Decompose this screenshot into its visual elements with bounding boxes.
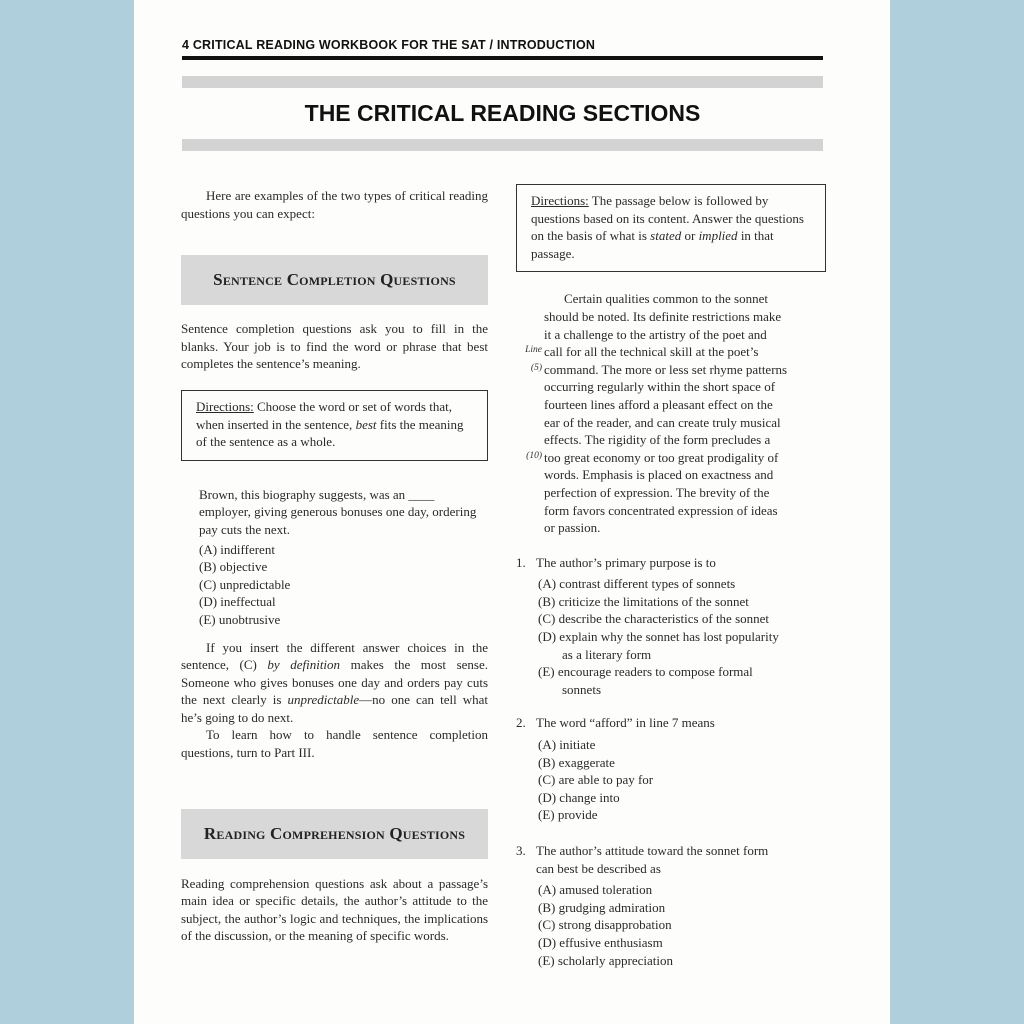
choice-b: (B) exaggerate bbox=[538, 754, 615, 770]
directions-text: Choose the word or set of words that, when inserted in the sentence, bbox=[196, 398, 452, 432]
line-number-10: (10) bbox=[526, 451, 542, 462]
title-band-bottom bbox=[182, 139, 823, 151]
choice-e: (E) encourage readers to compose formal bbox=[538, 664, 753, 680]
passage-line: ear of the reader, and can create truly musical bbox=[544, 414, 781, 430]
question-stem-continued: can best be described as bbox=[536, 860, 661, 876]
question-stem: The word “afford” in line 7 means bbox=[536, 715, 715, 731]
choice-c: (C) describe the characteristics of the sonnet bbox=[538, 611, 770, 627]
explanation-text: If you insert the different answer choices in the sentence, (C) bbox=[181, 639, 488, 673]
page-title: THE CRITICAL READING SECTIONS bbox=[304, 100, 701, 126]
sample-sentence-question: Brown, this biography suggests, was an ____ employer, giving generous bonuses one day, ordering pay cuts the next. bbox=[199, 486, 477, 537]
question-stem: The author’s primary purpose is to bbox=[536, 554, 716, 570]
choice-c: (C) unpredictable bbox=[199, 576, 291, 592]
reading-question-1 bbox=[516, 554, 826, 699]
passage-line: too great economy or too great prodigality of bbox=[544, 449, 779, 465]
passage-line: call for all the technical skill at the poet’s bbox=[544, 344, 759, 360]
question-number: 1. bbox=[516, 554, 526, 570]
question-1-choices bbox=[538, 575, 826, 698]
passage-line: form favors concentrated expression of ideas bbox=[544, 502, 778, 518]
directions-emphasis: stated bbox=[650, 228, 682, 244]
choice-e: (E) provide bbox=[538, 807, 598, 823]
header-rule bbox=[182, 56, 823, 60]
directions-text: The passage below is followed by questions based on its content. Answer the questions on the basis of what is bbox=[531, 193, 804, 244]
intro-paragraph: Here are examples of the two types of critical reading questions you can expect: bbox=[181, 188, 488, 221]
directions-text: or bbox=[681, 228, 699, 244]
directions-label: Directions: bbox=[196, 398, 254, 414]
choice-b: (B) grudging admiration bbox=[538, 899, 666, 915]
explanation-text: —no one can tell what he’s going to do next. bbox=[181, 692, 488, 725]
explanation-text: makes the most sense. Someone who gives bonuses one day and orders pay cuts the next clearly is bbox=[181, 657, 488, 708]
passage-line: words. Emphasis is placed on exactness and bbox=[544, 467, 774, 483]
reading-comprehension-description: Reading comprehension questions ask about a passage’s main idea or specific details, the author’s attitude to the subject, the author’s logic and techniques, the implications of the discussion, or the meaning of specific words. bbox=[181, 875, 488, 944]
explanation-emphasis: unpredictable bbox=[287, 692, 360, 708]
choice-d: (D) ineffectual bbox=[199, 594, 276, 610]
workbook-page bbox=[134, 0, 890, 1024]
question-stem: The author’s attitude toward the sonnet form bbox=[536, 843, 769, 858]
sentence-completion-directions-box bbox=[181, 390, 488, 461]
question-3-choices bbox=[538, 881, 826, 969]
directions-emphasis: best bbox=[355, 416, 377, 432]
choice-a: (A) contrast different types of sonnets bbox=[538, 576, 736, 592]
choice-a: (A) indifferent bbox=[199, 541, 275, 557]
directions-text-end: fits the meaning of the sentence as a whole. bbox=[196, 416, 464, 450]
sentence-completion-heading: Sentence Completion Questions bbox=[181, 255, 488, 305]
choice-e: (E) scholarly appreciation bbox=[538, 952, 673, 968]
choice-a: (A) initiate bbox=[538, 737, 596, 753]
reading-question-3 bbox=[516, 842, 826, 969]
explanation-paragraph bbox=[181, 639, 488, 727]
left-column bbox=[181, 187, 488, 945]
directions-label: Directions: bbox=[531, 193, 589, 208]
line-number-5: (5) bbox=[530, 363, 542, 374]
sentence-completion-description: Sentence completion questions ask you to fill in the blanks. Your job is to find the word or phrase that best completes the sentence’s meaning. bbox=[181, 321, 488, 372]
sample-question-choices bbox=[199, 541, 488, 629]
choice-c: (C) strong disapprobation bbox=[538, 917, 672, 933]
reading-comprehension-heading: Reading Comprehension Questions bbox=[181, 809, 488, 859]
question-number: 3. bbox=[516, 843, 526, 858]
question-number: 2. bbox=[516, 715, 526, 731]
choice-c: (C) are able to pay for bbox=[538, 772, 654, 788]
passage-line: it a challenge to the artistry of the poet and bbox=[544, 326, 767, 342]
passage-line: effects. The rigidity of the form precludes a bbox=[544, 432, 771, 448]
question-2-choices bbox=[538, 736, 826, 824]
choice-e-continued: sonnets bbox=[562, 681, 601, 697]
explanation-emphasis: by definition bbox=[267, 657, 341, 673]
choice-b: (B) objective bbox=[199, 559, 268, 575]
choice-e: (E) unobtrusive bbox=[199, 611, 281, 627]
passage-line: Certain qualities common to the sonnet bbox=[564, 291, 768, 307]
passage-line: fourteen lines afford a pleasant effect on the bbox=[544, 396, 773, 412]
directions-text: in that passage. bbox=[531, 228, 774, 261]
directions-emphasis: implied bbox=[698, 228, 738, 244]
choice-d: (D) change into bbox=[538, 789, 620, 805]
passage-line: or passion. bbox=[544, 520, 601, 536]
learn-more-paragraph: To learn how to handle sentence completion questions, turn to Part III. bbox=[181, 727, 488, 761]
line-label: Line bbox=[525, 345, 542, 356]
choice-d: (D) effusive enthusiasm bbox=[538, 934, 663, 950]
choice-b: (B) criticize the limitations of the sonnet bbox=[538, 593, 749, 609]
reading-directions-box bbox=[516, 184, 826, 272]
passage-line: should be noted. Its definite restrictions make bbox=[544, 308, 782, 324]
choice-a: (A) amused toleration bbox=[538, 882, 653, 898]
reading-question-2 bbox=[516, 714, 826, 824]
choice-d-continued: as a literary form bbox=[562, 646, 652, 662]
passage-line: perfection of expression. The brevity of the bbox=[544, 484, 770, 500]
passage-line: command. The more or less set rhyme patterns bbox=[544, 361, 788, 377]
passage-line: occurring regularly within the short space of bbox=[544, 379, 776, 395]
running-head: 4 CRITICAL READING WORKBOOK FOR THE SAT / INTRODUCTION bbox=[182, 38, 596, 52]
choice-d: (D) explain why the sonnet has lost popularity bbox=[538, 629, 779, 645]
reading-passage bbox=[525, 290, 826, 536]
title-band-top bbox=[182, 76, 823, 88]
right-column bbox=[516, 184, 826, 969]
